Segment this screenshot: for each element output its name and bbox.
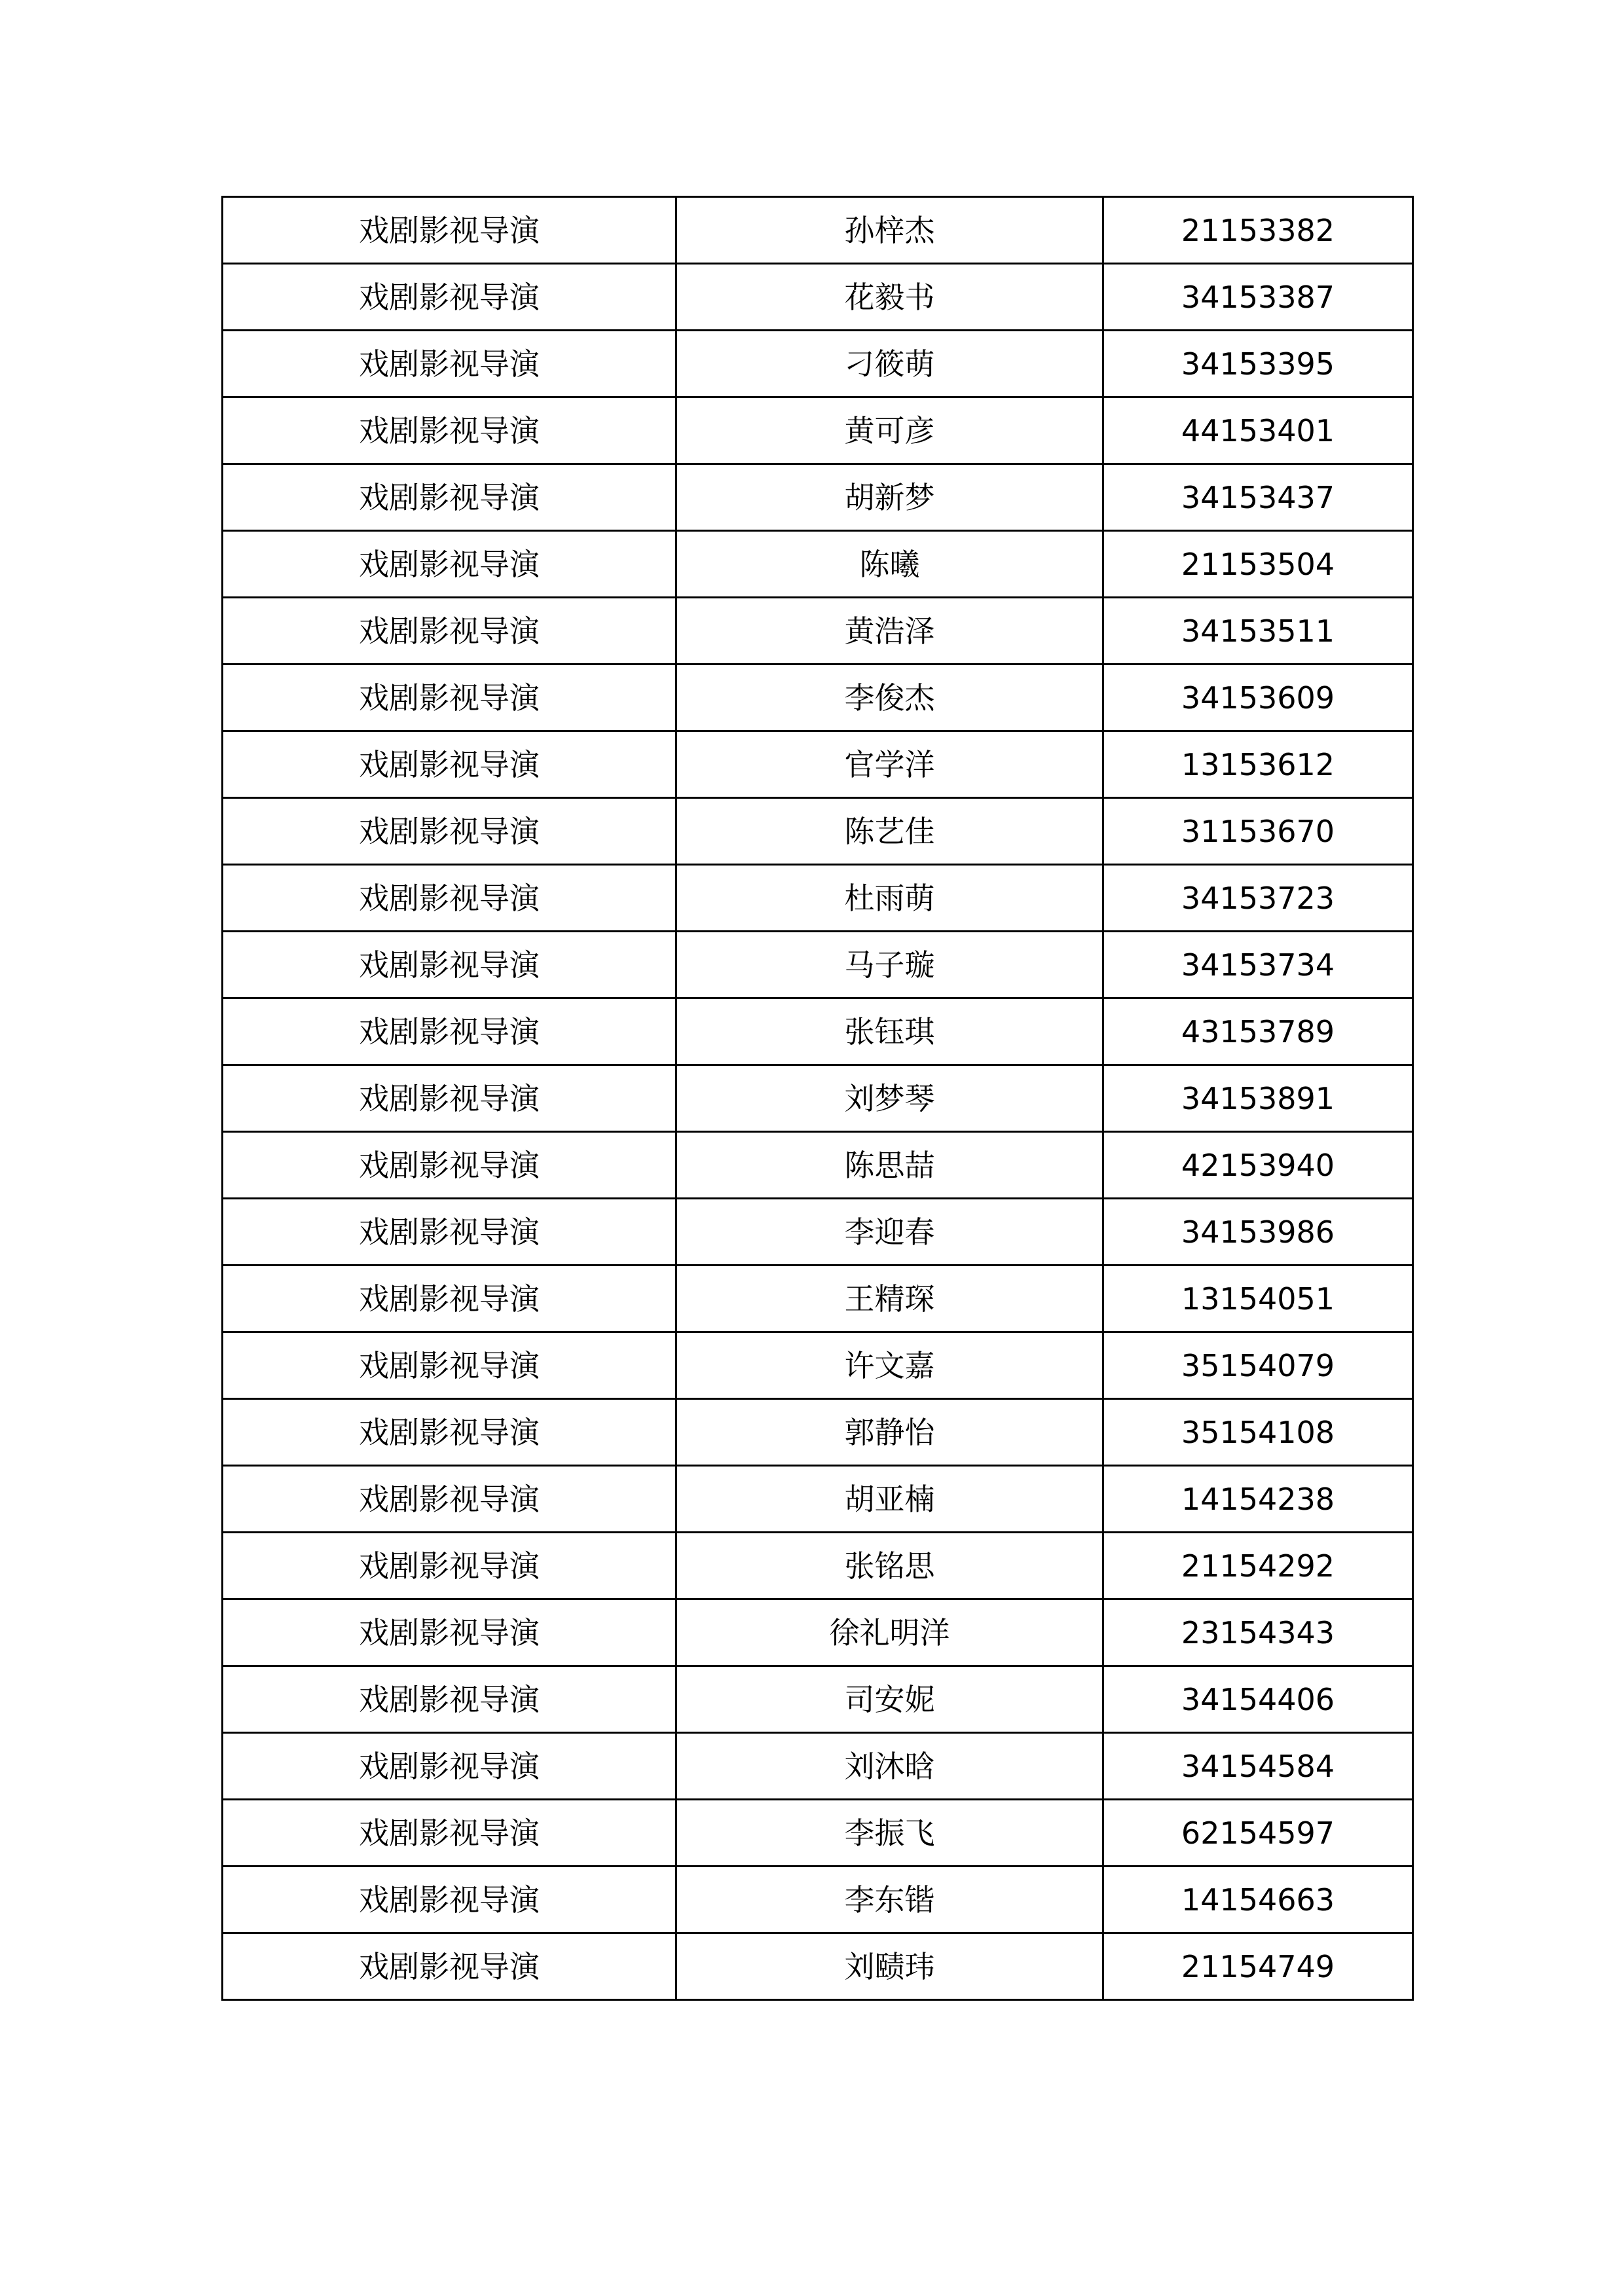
table-row (223, 1800, 1413, 1867)
id-number-cell: 13154051 (1103, 1266, 1413, 1332)
id-number-cell: 35154079 (1103, 1332, 1413, 1399)
major-cell: 戏剧影视导演 (223, 1666, 676, 1733)
major-cell: 戏剧影视导演 (223, 1800, 676, 1867)
major-cell: 戏剧影视导演 (223, 1065, 676, 1132)
name-cell: 陈思喆 (676, 1132, 1103, 1199)
name-cell: 许文嘉 (676, 1332, 1103, 1399)
id-number-cell: 14154663 (1103, 1867, 1413, 1933)
table-row (223, 798, 1413, 865)
table-row (223, 1132, 1413, 1199)
name-cell: 杜雨萌 (676, 865, 1103, 932)
id-number-cell: 34153387 (1103, 264, 1413, 331)
name-cell: 黄可彦 (676, 397, 1103, 464)
name-cell: 胡新梦 (676, 464, 1103, 531)
id-number-cell: 21154292 (1103, 1533, 1413, 1599)
table-row (223, 1466, 1413, 1533)
major-cell: 戏剧影视导演 (223, 397, 676, 464)
id-number-cell: 34153891 (1103, 1065, 1413, 1132)
table-row (223, 331, 1413, 397)
major-cell: 戏剧影视导演 (223, 1533, 676, 1599)
major-cell: 戏剧影视导演 (223, 1266, 676, 1332)
id-number-cell: 21154749 (1103, 1933, 1413, 2000)
table-row (223, 1533, 1413, 1599)
id-number-cell: 31153670 (1103, 798, 1413, 865)
table-row (223, 1666, 1413, 1733)
table-row (223, 598, 1413, 665)
major-cell: 戏剧影视导演 (223, 798, 676, 865)
id-number-cell: 13153612 (1103, 731, 1413, 798)
id-number-cell: 14154238 (1103, 1466, 1413, 1533)
document-page (221, 196, 1412, 2001)
name-cell: 刁筱萌 (676, 331, 1103, 397)
name-cell: 黄浩泽 (676, 598, 1103, 665)
major-cell: 戏剧影视导演 (223, 1933, 676, 2000)
major-cell: 戏剧影视导演 (223, 865, 676, 932)
name-cell: 徐礼明洋 (676, 1599, 1103, 1666)
name-cell: 花毅书 (676, 264, 1103, 331)
id-number-cell: 34153511 (1103, 598, 1413, 665)
table-row (223, 1065, 1413, 1132)
table-row (223, 665, 1413, 731)
table-row (223, 1867, 1413, 1933)
major-cell: 戏剧影视导演 (223, 331, 676, 397)
table-row (223, 1266, 1413, 1332)
id-number-cell: 23154343 (1103, 1599, 1413, 1666)
name-cell: 李振飞 (676, 1800, 1103, 1867)
id-number-cell: 42153940 (1103, 1132, 1413, 1199)
name-cell: 刘梦琴 (676, 1065, 1103, 1132)
major-cell: 戏剧影视导演 (223, 464, 676, 531)
major-cell: 戏剧影视导演 (223, 598, 676, 665)
id-number-cell: 35154108 (1103, 1399, 1413, 1466)
table-row (223, 531, 1413, 598)
name-cell: 胡亚楠 (676, 1466, 1103, 1533)
id-number-cell: 34153609 (1103, 665, 1413, 731)
id-number-cell: 62154597 (1103, 1800, 1413, 1867)
major-cell: 戏剧影视导演 (223, 1132, 676, 1199)
major-cell: 戏剧影视导演 (223, 665, 676, 731)
table-row (223, 865, 1413, 932)
table-row (223, 1332, 1413, 1399)
table-row (223, 932, 1413, 998)
table-row (223, 264, 1413, 331)
id-number-cell: 43153789 (1103, 998, 1413, 1065)
name-cell: 孙梓杰 (676, 197, 1103, 264)
name-cell: 王精琛 (676, 1266, 1103, 1332)
major-cell: 戏剧影视导演 (223, 1867, 676, 1933)
name-cell: 陈曦 (676, 531, 1103, 598)
major-cell: 戏剧影视导演 (223, 1599, 676, 1666)
table-row (223, 1199, 1413, 1266)
roster-table-body (223, 197, 1413, 2000)
id-number-cell: 34153734 (1103, 932, 1413, 998)
name-cell: 刘沐晗 (676, 1733, 1103, 1800)
major-cell: 戏剧影视导演 (223, 1466, 676, 1533)
table-row (223, 464, 1413, 531)
name-cell: 张钰琪 (676, 998, 1103, 1065)
name-cell: 张铭思 (676, 1533, 1103, 1599)
table-row (223, 1599, 1413, 1666)
name-cell: 司安妮 (676, 1666, 1103, 1733)
major-cell: 戏剧影视导演 (223, 197, 676, 264)
name-cell: 刘赜玮 (676, 1933, 1103, 2000)
table-row (223, 1399, 1413, 1466)
major-cell: 戏剧影视导演 (223, 932, 676, 998)
name-cell: 官学洋 (676, 731, 1103, 798)
major-cell: 戏剧影视导演 (223, 264, 676, 331)
id-number-cell: 21153504 (1103, 531, 1413, 598)
id-number-cell: 34154584 (1103, 1733, 1413, 1800)
id-number-cell: 34153986 (1103, 1199, 1413, 1266)
major-cell: 戏剧影视导演 (223, 1733, 676, 1800)
major-cell: 戏剧影视导演 (223, 531, 676, 598)
name-cell: 郭静怡 (676, 1399, 1103, 1466)
name-cell: 李迎春 (676, 1199, 1103, 1266)
name-cell: 马子璇 (676, 932, 1103, 998)
major-cell: 戏剧影视导演 (223, 998, 676, 1065)
major-cell: 戏剧影视导演 (223, 1399, 676, 1466)
name-cell: 陈艺佳 (676, 798, 1103, 865)
table-row (223, 397, 1413, 464)
name-cell: 李俊杰 (676, 665, 1103, 731)
id-number-cell: 34153395 (1103, 331, 1413, 397)
table-row (223, 1933, 1413, 2000)
id-number-cell: 34153723 (1103, 865, 1413, 932)
major-cell: 戏剧影视导演 (223, 1332, 676, 1399)
id-number-cell: 21153382 (1103, 197, 1413, 264)
name-cell: 李东锴 (676, 1867, 1103, 1933)
roster-table (221, 196, 1414, 2001)
table-row (223, 1733, 1413, 1800)
major-cell: 戏剧影视导演 (223, 731, 676, 798)
table-row (223, 998, 1413, 1065)
table-row (223, 197, 1413, 264)
table-row (223, 731, 1413, 798)
major-cell: 戏剧影视导演 (223, 1199, 676, 1266)
id-number-cell: 34154406 (1103, 1666, 1413, 1733)
id-number-cell: 34153437 (1103, 464, 1413, 531)
id-number-cell: 44153401 (1103, 397, 1413, 464)
